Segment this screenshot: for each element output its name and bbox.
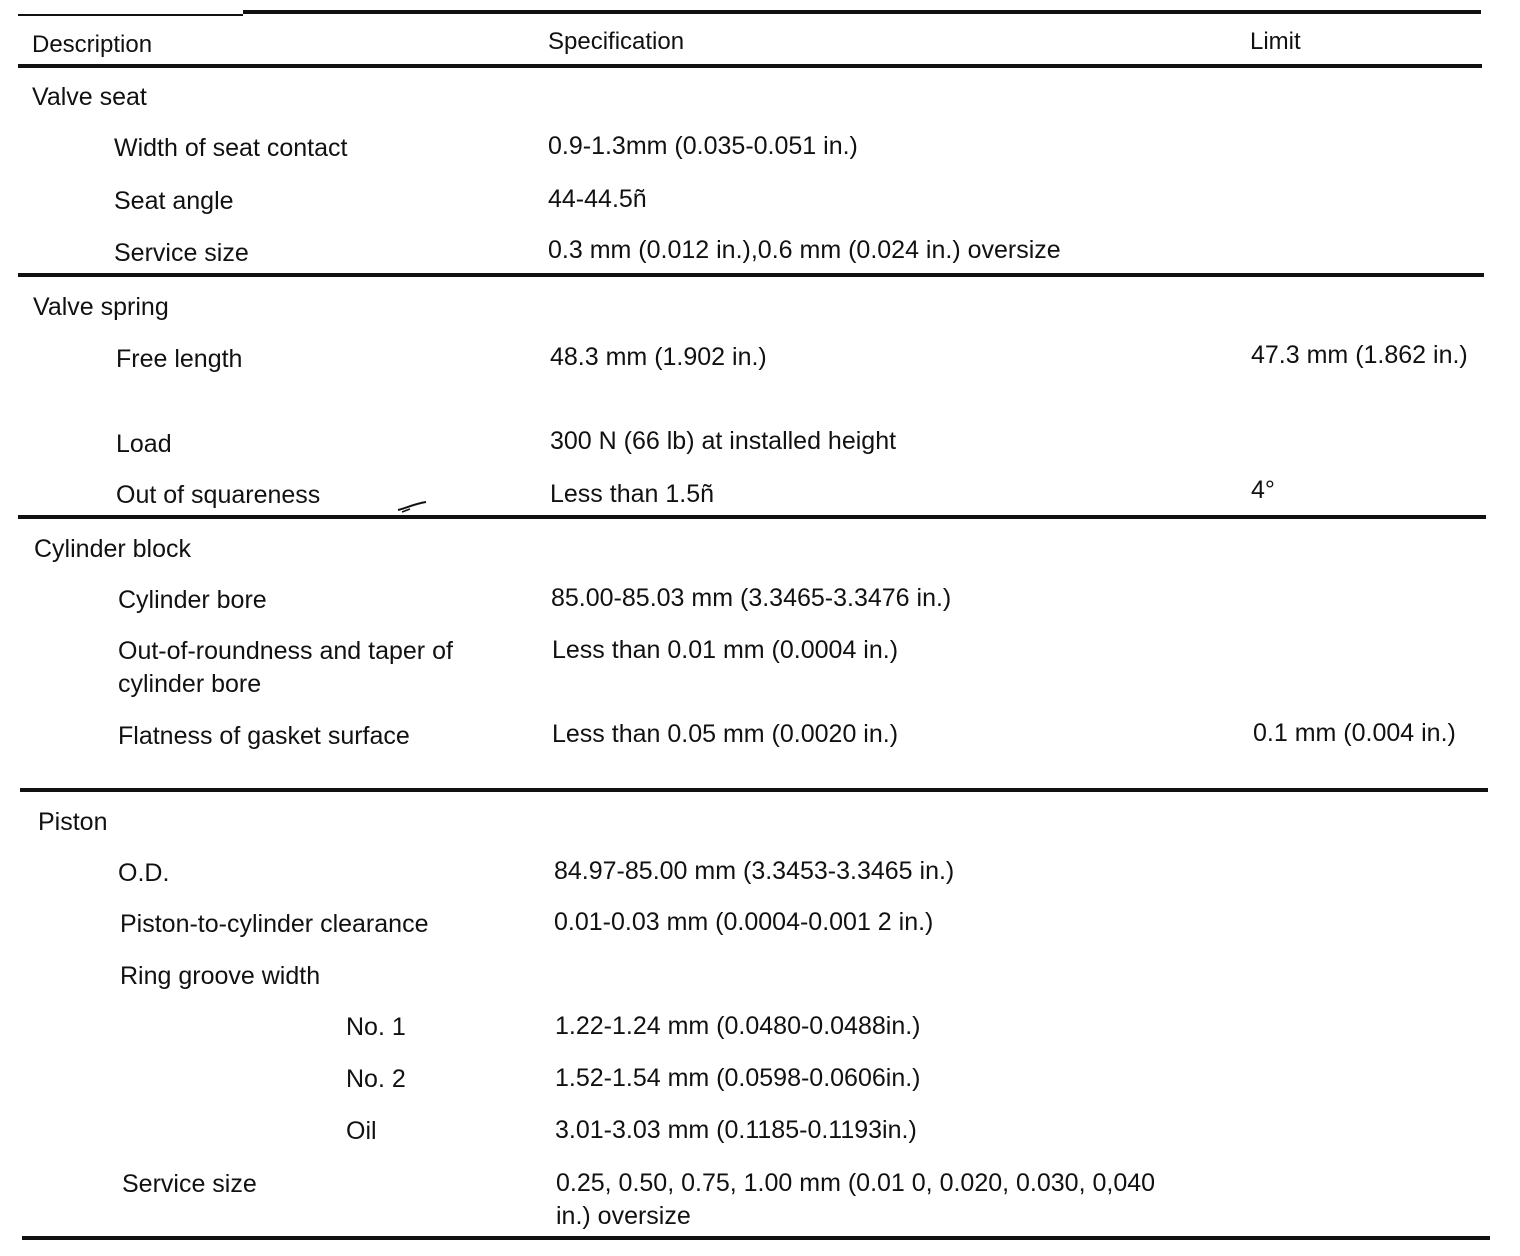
top-rule	[243, 10, 1481, 14]
section-title-piston: Piston	[38, 808, 108, 836]
row-description: Out of squareness	[116, 481, 321, 509]
row-limit: 0.1 mm (0.004 in.)	[1253, 719, 1456, 747]
bottom-rule	[22, 1236, 1490, 1240]
row-description: Free length	[116, 345, 243, 373]
scan-mark-icon	[396, 500, 430, 514]
row-specification: 300 N (66 lb) at installed height	[550, 427, 897, 455]
row-description: Service size	[122, 1170, 257, 1198]
section-rule	[18, 273, 1484, 277]
row-description: No. 2	[346, 1065, 406, 1093]
row-specification: 3.01-3.03 mm (0.1185-0.1193in.)	[555, 1116, 917, 1144]
row-specification: 1.52-1.54 mm (0.0598-0.0606in.)	[555, 1064, 921, 1092]
row-description: Seat angle	[114, 187, 234, 215]
row-specification: 85.00-85.03 mm (3.3465-3.3476 in.)	[551, 584, 952, 612]
row-description: Piston-to-cylinder clearance	[120, 910, 429, 938]
row-specification: 0.01-0.03 mm (0.0004-0.001 2 in.)	[554, 908, 934, 936]
section-title-valve-seat: Valve seat	[32, 83, 147, 111]
top-short-rule	[18, 14, 243, 16]
row-description: O.D.	[118, 859, 170, 887]
row-specification: 0.3 mm (0.012 in.),0.6 mm (0.024 in.) oversize	[548, 236, 1061, 264]
row-description: No. 1	[346, 1013, 406, 1041]
row-specification: 48.3 mm (1.902 in.)	[550, 343, 767, 371]
row-description: Cylinder bore	[118, 586, 267, 614]
section-title-valve-spring: Valve spring	[33, 293, 169, 321]
row-description: Load	[116, 430, 172, 458]
header-specification: Specification	[548, 28, 685, 55]
row-specification: Less than 0.01 mm (0.0004 in.)	[552, 636, 899, 664]
row-description: Flatness of gasket surface	[118, 722, 410, 750]
row-description: Width of seat contact	[114, 134, 348, 162]
row-specification: 1.22-1.24 mm (0.0480-0.0488in.)	[555, 1012, 921, 1040]
row-specification: Less than 1.5ñ	[550, 480, 715, 508]
row-specification: 84.97-85.00 mm (3.3453-3.3465 in.)	[554, 857, 955, 885]
row-specification: 44-44.5ñ	[548, 185, 647, 213]
row-description: Out-of-roundness and taper of cylinder bore	[118, 637, 453, 698]
row-specification: 0.25, 0.50, 0.75, 1.00 mm (0.01 0, 0.020, 0.030, 0,040 in.) oversize	[556, 1169, 1156, 1230]
row-description: Ring groove width	[120, 962, 321, 990]
section-rule	[20, 788, 1488, 792]
row-specification: 0.9-1.3mm (0.035-0.051 in.)	[548, 132, 858, 160]
header-rule	[18, 64, 1482, 68]
section-title-cylinder-block: Cylinder block	[34, 535, 192, 563]
header-description: Description	[32, 31, 153, 58]
header-limit: Limit	[1250, 28, 1301, 55]
row-limit: 47.3 mm (1.862 in.)	[1251, 341, 1468, 369]
row-description: Oil	[346, 1117, 377, 1145]
row-limit: 4°	[1251, 476, 1275, 504]
row-description: Service size	[114, 239, 249, 267]
row-specification: Less than 0.05 mm (0.0020 in.)	[552, 720, 899, 748]
section-rule	[18, 515, 1486, 519]
